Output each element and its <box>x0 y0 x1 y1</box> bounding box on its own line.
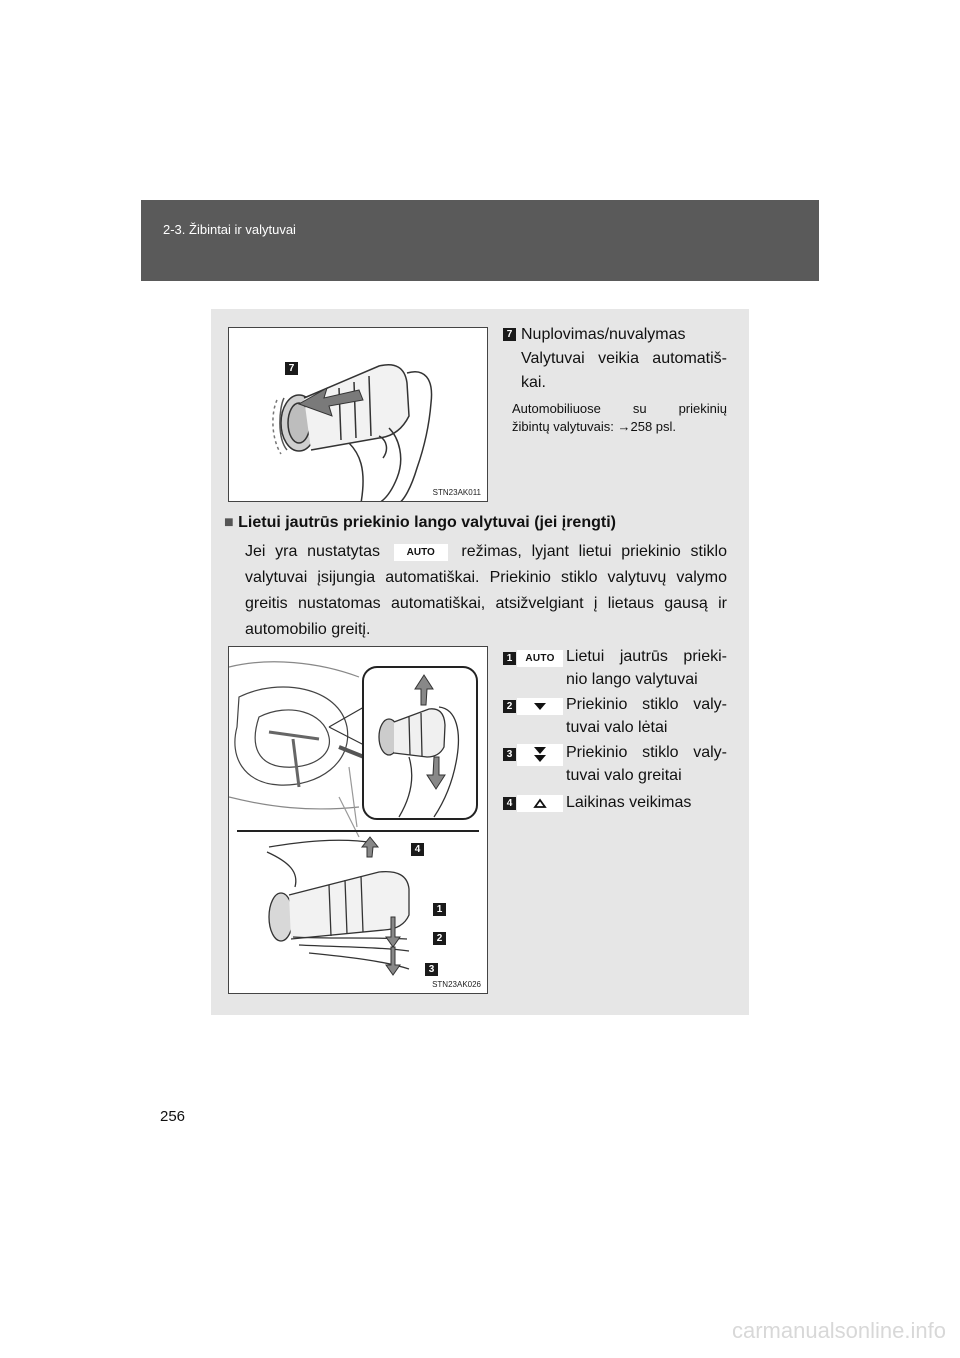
mode-badge-3: 3 <box>503 748 516 761</box>
auto-switch-label: AUTO <box>394 544 448 561</box>
mode-badge-1: 1 <box>503 652 516 665</box>
paragraph-lead: Jei yra nustatytas <box>245 543 381 560</box>
section-header-bar <box>141 200 819 281</box>
heading-bullet: ■ <box>224 514 234 531</box>
page-number: 256 <box>160 1108 186 1125</box>
section-heading <box>224 514 616 532</box>
figure-code: STN23AK011 <box>432 488 481 497</box>
mode-3-line1: Priekinio stiklo valy- <box>566 744 727 761</box>
figure2-code: STN23AK026 <box>432 980 481 989</box>
item-7-desc-line1: Valytuvai veikia automatiš- <box>521 350 727 367</box>
wiper-lever-figure <box>228 646 488 994</box>
paragraph-body: režimas, lyjant lietui priekinio stiklo valytuvai įsijungia automatiškai. Priekinio stiklo valytuvų valymo greitis nustatomas automatiškai, atsižvelgiant į lietaus gausą ir automobilio greitį. <box>245 543 727 638</box>
wiper-lever-illustration <box>229 647 488 994</box>
figure-badge: 7 <box>285 362 298 375</box>
washer-lever-figure <box>228 327 488 502</box>
mode-1-switch-auto: AUTO <box>517 650 563 667</box>
mode-2-switch <box>517 698 563 715</box>
mode-badge-4: 4 <box>503 797 516 810</box>
heading-text: Lietui jautrūs priekinio lango valytuvai (jei įrengti) <box>238 514 616 531</box>
single-down-triangle-icon <box>517 698 563 715</box>
mode-1-line1: Lietui jautrūs prieki- <box>566 648 727 665</box>
mode-2-line1: Priekinio stiklo valy- <box>566 696 727 713</box>
up-triangle-outline-icon <box>517 795 563 812</box>
item-7-note-line1: Automobiliuose su priekinių <box>512 401 727 416</box>
mode-3-line2: tuvai valo greitai <box>566 767 682 784</box>
figure2-badge-2: 2 <box>433 932 446 945</box>
watermark: carmanualsonline.info <box>731 1318 946 1343</box>
figure2-badge-3: 3 <box>425 963 438 976</box>
item-7-title: Nuplovimas/nuvalymas <box>521 326 686 343</box>
mode-4-line1: Laikinas veikimas <box>566 794 692 811</box>
item-badge-7: 7 <box>503 328 516 341</box>
item-7-desc-line2: kai. <box>521 374 546 391</box>
mode-badge-2: 2 <box>503 700 516 713</box>
mode-2-line2: tuvai valo lėtai <box>566 719 668 736</box>
mode-1-line2: nio lango valytuvai <box>566 671 698 688</box>
double-down-triangle-icon <box>517 744 563 766</box>
section-title: 2-3. Žibintai ir valytuvai <box>163 222 296 237</box>
section-paragraph <box>245 539 727 643</box>
washer-lever-illustration <box>229 328 488 502</box>
figure2-badge-1: 1 <box>433 903 446 916</box>
mode-3-switch <box>517 744 563 766</box>
mode-4-switch <box>517 795 563 812</box>
item-7-note-line2: žibintų valytuvais: →258 psl. <box>512 419 677 434</box>
figure2-badge-4: 4 <box>411 843 424 856</box>
